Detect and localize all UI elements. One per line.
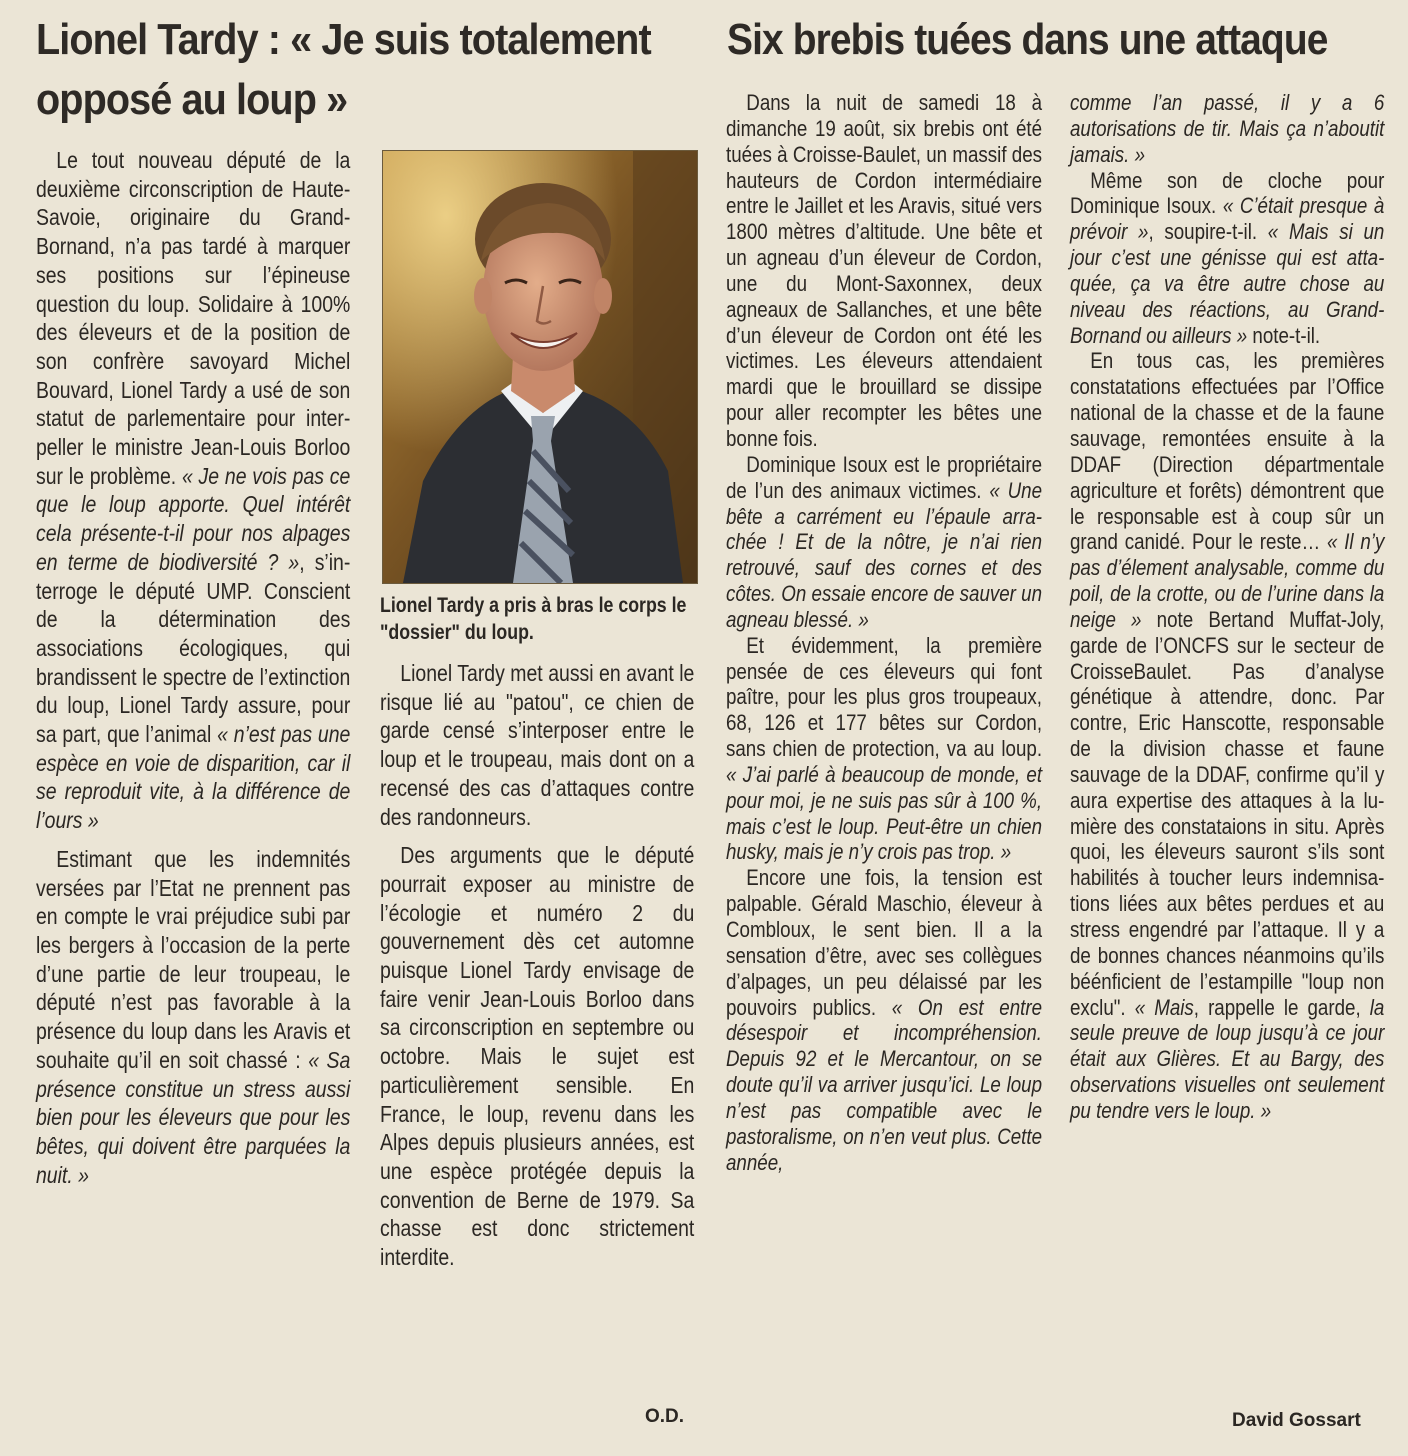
portrait-illustration xyxy=(383,151,697,583)
photo-lionel-tardy xyxy=(382,150,698,584)
article1-column-1: Le tout nouveau député de la deuxième circonscription de Haute-Savoie, originaire du Grand-Bornand, n’a pas tardé à marquer ses positions sur l’épineuse question du loup. Solidaire à 100% des éleveurs et de la position de son confrère savoyard Michel Bouvard, Lionel Tardy a usé de son statut de parlementaire pour interpeller le ministre Jean-Louis Borloo sur le problème. « Je ne vois pas ce que le loup apporte. Quel intérêt cela présente-t-il pour nos alpages en terme de biodiversité ? », s’interroge le député UMP. Conscient de la détermination des associations écologiques, qui brandissent le spectre de l’extinction du loup, Lionel Tardy assure, pour sa part, que l’animal « n’est pas une espèce en voie de disparition, car il se reproduit vite, à la différence de l’ours » Estimant que les indemnités versées par l’Etat ne prennent pas en compte le vrai préjudice subi par les bergers à l’occasion de la perte d’une partie de leur troupeau, le député n’est pas favorable à la présence du loup dans les Aravis et souhaite qu’il en soit chassé : « Sa présence constitue un stress aussi bien pour les éleveurs que pour les bêtes, qui doivent être parquées la nuit. » xyxy=(36,147,351,1188)
headline-brebis: Six brebis tuées dans une attaque xyxy=(727,15,1328,64)
headline-tardy: Lionel Tardy : « Je suis totalement opposé au loup » xyxy=(36,15,651,124)
signature-david-gossart: David Gossart xyxy=(1232,1410,1361,1431)
article2-column-2: comme l’an passé, il y a 6 autorisations de tir. Mais ça n’aboutit jamais. » Même son de cloche pour Dominique Isoux. « C’était presque à prévoir », soupire-t-il. « Mais si un jour c’est une génisse qui est attaquée, ça va être autre chose au niveau des réactions, au Grand-Bornand ou ailleurs » note-t-il. En tous cas, les premières constatations effectuées par l’Office national de la chasse et de la faune sauvage, remontées ensuite à la DDAF (Direction départmentale agriculture et forêts) démontrent que le responsable est à coup sûr un grand canidé. Pour le reste… « Il n’y pas d’élement analysable, comme du poil, de la crotte, ou de l’urine dans la neige » note Bertand Muffat-Joly, garde de l’ONCFS sur le secteur de CroisseBaulet. Pas d’analyse génétique à attendre, donc. Par contre, Eric Hanscotte, responsable de la division chasse et faune sauvage de la DDAF, confirme qu’il y aura expertise des attaques à la lumière des constataions in situ. Après quoi, les éleveurs sauront s’ils sont habilités à toucher leurs indemnisations liées aux bêtes perdues et au stress engendré par l’attaque. Il y a de bonnes chances néanmoins qu’ils béénficient de l’estampille "loup non exclu". « Mais, rappelle le garde, la seule preuve de loup jusqu’à ce jour était aux Glières. Et au Bargy, des observations visuelles ont seulement pu tendre vers le loup. » xyxy=(1070,90,1385,1123)
signature-od: O.D. xyxy=(645,1406,685,1427)
article2-column-1: Dans la nuit de samedi 18 à dimanche 19 août, six brebis ont été tuées à Croisse-Baulet, un massif des hauteurs de Cordon intermédiaire entre le Jaillet et les Aravis, situé vers 1800 mètres d’altitude. Une bête et un agneau d’un éleveur de Cordon, une du Mont-Saxonnex, deux agneaux de Sallanches, et une bête d’un éleveur de Cordon ont été les victimes. Les éleveurs attendaient mardi que le brouillard se dissipe pour aller recompter les bêtes une bonne fois. Dominique Isoux est le propriétaire de l’un des animaux victimes. « Une bête a carrément eu l’épaule arrachée ! Et de la nôtre, je n’ai rien retrouvé, sauf des cornes et des côtes. On essaie encore de sauver un agneau blessé. » Et évidemment, la première pensée de ces éleveurs qui font paître, pour les plus gros troupeaux, 68, 126 et 177 bêtes sur Cordon, sans chien de protection, va au loup. « J’ai parlé à beaucoup de monde, et pour moi, je ne suis pas sûr à 100 %, mais c’est le loup. Peut-être un chien husky, mais je n’y crois pas trop. » Encore une fois, la tension est palpable. Gérald Maschio, éleveur à Combloux, le sent bien. Il a la sensation d’être, avec ses collègues d’alpages, un peu délaissé par les pouvoirs publics. « On est entre désespoir et incompréhension. Depuis 92 et le Mercantour, on se doute qu’il va arriver jusqu’ici. Le loup n’est pas compatible avec le pastoralisme, on n’en veut plus. Cette année, xyxy=(726,90,1043,1175)
article1-column-2: Lionel Tardy met aussi en avant le risque lié au "patou", ce chien de garde censé s’interposer entre le loup et le troupeau, mais dont on a recensé des cas d’attaques contre des randonneurs. Des arguments que le député pourrait exposer au ministre de l’écologie et numéro 2 du gouvernement dès cet automne puisque Lionel Tardy envisage de faire venir Jean-Louis Borloo dans sa circonscription en septembre ou octobre. Mais le sujet est particulièrement sensible. En France, le loup, revenu dans les Alpes depuis plusieurs années, est une espèce protégée depuis la convention de Berne de 1979. Sa chasse est donc strictement interdite. xyxy=(380,660,695,1271)
photo-caption: Lionel Tardy a pris à bras le corps le "dossier" du loup. xyxy=(380,594,687,644)
